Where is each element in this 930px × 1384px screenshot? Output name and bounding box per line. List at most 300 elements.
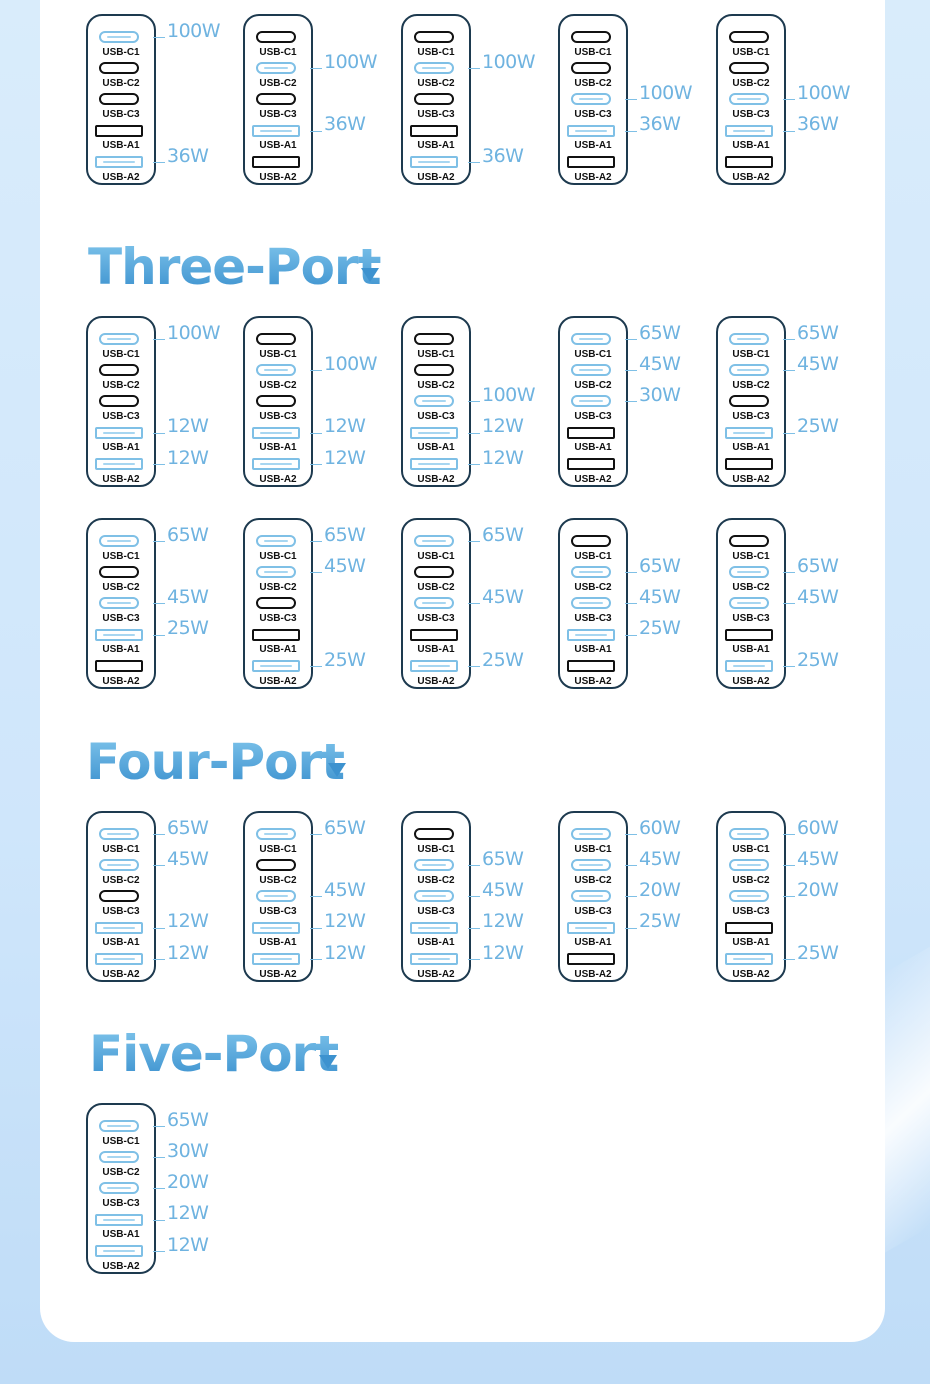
usb-a-port-icon [567, 156, 615, 168]
usb-c-port-icon [256, 859, 296, 871]
usb-c-port-icon [256, 62, 296, 74]
usb-c-port-icon [256, 890, 296, 902]
port-label: USB-C1 [102, 47, 140, 58]
leader-line [310, 834, 322, 835]
leader-line [310, 666, 322, 667]
wattage-label: 12W [482, 447, 524, 469]
port-label: USB-C3 [417, 906, 455, 917]
port-label: USB-C1 [259, 844, 297, 855]
port-label: USB-A1 [259, 442, 297, 453]
usb-c-port-icon [729, 31, 769, 43]
wattage-label: 45W [482, 879, 524, 901]
port-label: USB-C2 [574, 582, 612, 593]
usb-c-port-icon [571, 62, 611, 74]
port-label: USB-C3 [102, 109, 140, 120]
leader-line [468, 541, 480, 542]
port-label: USB-C3 [259, 906, 297, 917]
port-label: USB-C3 [574, 906, 612, 917]
usb-a-port-icon [725, 922, 773, 934]
wattage-label: 12W [167, 447, 209, 469]
wattage-label: 25W [639, 910, 681, 932]
wattage-label: 45W [324, 879, 366, 901]
usb-c-port-icon [729, 566, 769, 578]
usb-c-port-icon [99, 859, 139, 871]
leader-line [153, 37, 165, 38]
leader-line [783, 572, 795, 573]
leader-line [468, 401, 480, 402]
wattage-label: 45W [797, 353, 839, 375]
port-label: USB-A1 [417, 644, 455, 655]
usb-c-port-icon [729, 93, 769, 105]
wattage-label: 20W [797, 879, 839, 901]
port-label: USB-A2 [259, 969, 297, 980]
wattage-label: 65W [639, 555, 681, 577]
wattage-label: 25W [482, 649, 524, 671]
leader-line [783, 959, 795, 960]
port-label: USB-C1 [102, 844, 140, 855]
wattage-label: 45W [639, 848, 681, 870]
leader-line [783, 603, 795, 604]
wattage-label: 12W [324, 910, 366, 932]
port-label: USB-A1 [102, 1229, 140, 1240]
wattage-label: 25W [797, 942, 839, 964]
leader-line [310, 370, 322, 371]
usb-a-port-icon [95, 953, 143, 965]
usb-c-port-icon [99, 364, 139, 376]
port-label: USB-C1 [574, 551, 612, 562]
leader-line [153, 162, 165, 163]
wattage-label: 30W [639, 384, 681, 406]
usb-c-port-icon [414, 333, 454, 345]
wattage-label: 36W [482, 145, 524, 167]
leader-line [625, 834, 637, 835]
port-label: USB-C2 [259, 875, 297, 886]
usb-c-port-icon [256, 93, 296, 105]
chevron-down-icon [328, 763, 346, 777]
usb-c-port-icon [99, 566, 139, 578]
leader-line [783, 339, 795, 340]
wattage-label: 65W [482, 848, 524, 870]
usb-a-port-icon [567, 125, 615, 137]
port-label: USB-C2 [574, 380, 612, 391]
wattage-label: 12W [482, 910, 524, 932]
port-label: USB-A2 [732, 676, 770, 687]
usb-c-port-icon [414, 93, 454, 105]
port-label: USB-C3 [259, 411, 297, 422]
usb-c-port-icon [99, 597, 139, 609]
leader-line [783, 865, 795, 866]
port-label: USB-A2 [574, 676, 612, 687]
wattage-label: 25W [324, 649, 366, 671]
leader-line [310, 131, 322, 132]
port-label: USB-C1 [417, 844, 455, 855]
port-label: USB-A2 [732, 969, 770, 980]
port-label: USB-A1 [102, 140, 140, 151]
leader-line [153, 464, 165, 465]
usb-a-port-icon [95, 922, 143, 934]
leader-line [153, 603, 165, 604]
wattage-label: 100W [482, 51, 536, 73]
port-label: USB-A1 [417, 937, 455, 948]
usb-a-port-icon [252, 629, 300, 641]
leader-line [625, 928, 637, 929]
usb-c-port-icon [571, 31, 611, 43]
port-label: USB-C3 [102, 906, 140, 917]
port-label: USB-A2 [259, 172, 297, 183]
usb-c-port-icon [256, 828, 296, 840]
usb-c-port-icon [99, 1120, 139, 1132]
wattage-label: 12W [324, 942, 366, 964]
leader-line [153, 1220, 165, 1221]
usb-c-port-icon [99, 395, 139, 407]
usb-c-port-icon [571, 597, 611, 609]
port-label: USB-A2 [574, 172, 612, 183]
chevron-down-icon [319, 1055, 337, 1069]
wattage-label: 65W [482, 524, 524, 546]
leader-line [310, 959, 322, 960]
port-label: USB-C2 [259, 582, 297, 593]
port-label: USB-C2 [417, 582, 455, 593]
usb-a-port-icon [252, 156, 300, 168]
wattage-label: 25W [797, 649, 839, 671]
wattage-label: 45W [324, 555, 366, 577]
usb-a-port-icon [252, 922, 300, 934]
charger-diagram [716, 14, 916, 186]
port-label: USB-C2 [574, 78, 612, 89]
port-label: USB-A2 [732, 474, 770, 485]
port-label: USB-A2 [574, 474, 612, 485]
wattage-label: 65W [167, 524, 209, 546]
wattage-label: 65W [797, 555, 839, 577]
port-label: USB-C1 [102, 551, 140, 562]
port-label: USB-A1 [574, 644, 612, 655]
leader-line [468, 896, 480, 897]
port-label: USB-A1 [417, 442, 455, 453]
port-label: USB-A1 [259, 937, 297, 948]
wattage-label: 100W [482, 384, 536, 406]
leader-line [153, 1126, 165, 1127]
usb-c-port-icon [256, 333, 296, 345]
leader-line [468, 865, 480, 866]
port-label: USB-C1 [574, 844, 612, 855]
port-label: USB-C2 [732, 78, 770, 89]
usb-a-port-icon [95, 156, 143, 168]
port-label: USB-C3 [574, 109, 612, 120]
wattage-label: 65W [797, 322, 839, 344]
usb-a-port-icon [567, 629, 615, 641]
usb-c-port-icon [571, 566, 611, 578]
background-glow [870, 947, 930, 1262]
usb-a-port-icon [410, 953, 458, 965]
port-label: USB-C1 [259, 551, 297, 562]
usb-a-port-icon [95, 458, 143, 470]
wattage-label: 36W [167, 145, 209, 167]
leader-line [310, 572, 322, 573]
wattage-label: 12W [167, 1202, 209, 1224]
usb-c-port-icon [256, 566, 296, 578]
port-label: USB-C2 [732, 582, 770, 593]
wattage-label: 65W [167, 817, 209, 839]
wattage-label: 60W [797, 817, 839, 839]
usb-c-port-icon [729, 597, 769, 609]
usb-c-port-icon [729, 62, 769, 74]
wattage-label: 60W [639, 817, 681, 839]
leader-line [310, 433, 322, 434]
wattage-label: 36W [324, 113, 366, 135]
port-label: USB-A2 [102, 676, 140, 687]
usb-c-port-icon [99, 1151, 139, 1163]
usb-c-port-icon [571, 333, 611, 345]
port-label: USB-C3 [259, 613, 297, 624]
wattage-label: 12W [324, 415, 366, 437]
usb-a-port-icon [95, 1214, 143, 1226]
port-label: USB-C3 [574, 411, 612, 422]
port-label: USB-A2 [732, 172, 770, 183]
port-label: USB-C1 [259, 349, 297, 360]
port-label: USB-A1 [259, 644, 297, 655]
usb-a-port-icon [567, 660, 615, 672]
port-label: USB-C2 [102, 875, 140, 886]
port-label: USB-C3 [417, 109, 455, 120]
wattage-label: 36W [797, 113, 839, 135]
wattage-label: 20W [639, 879, 681, 901]
usb-c-port-icon [99, 890, 139, 902]
port-label: USB-C2 [102, 78, 140, 89]
port-label: USB-A2 [417, 676, 455, 687]
charger-diagram [716, 811, 916, 983]
port-label: USB-A2 [102, 172, 140, 183]
wattage-label: 12W [167, 415, 209, 437]
usb-c-port-icon [256, 364, 296, 376]
port-label: USB-A1 [732, 442, 770, 453]
usb-c-port-icon [414, 890, 454, 902]
leader-line [153, 635, 165, 636]
wattage-label: 20W [167, 1171, 209, 1193]
usb-a-port-icon [725, 458, 773, 470]
usb-c-port-icon [571, 395, 611, 407]
port-label: USB-C1 [417, 551, 455, 562]
usb-c-port-icon [729, 859, 769, 871]
port-label: USB-C2 [259, 380, 297, 391]
usb-c-port-icon [256, 395, 296, 407]
port-label: USB-A1 [259, 140, 297, 151]
wattage-label: 12W [167, 910, 209, 932]
leader-line [783, 896, 795, 897]
leader-line [468, 162, 480, 163]
section-title-four-port: Four-Port [86, 733, 345, 791]
port-label: USB-C1 [417, 349, 455, 360]
port-label: USB-C2 [574, 875, 612, 886]
usb-a-port-icon [410, 660, 458, 672]
wattage-label: 45W [482, 586, 524, 608]
wattage-label: 45W [639, 586, 681, 608]
leader-line [310, 896, 322, 897]
usb-c-port-icon [414, 395, 454, 407]
usb-a-port-icon [725, 156, 773, 168]
port-label: USB-A1 [417, 140, 455, 151]
usb-a-port-icon [567, 922, 615, 934]
charger-diagram [716, 316, 916, 488]
usb-c-port-icon [256, 31, 296, 43]
port-label: USB-A1 [102, 442, 140, 453]
port-label: USB-C1 [574, 349, 612, 360]
leader-line [625, 339, 637, 340]
wattage-label: 45W [167, 586, 209, 608]
port-label: USB-C1 [732, 551, 770, 562]
usb-a-port-icon [95, 660, 143, 672]
usb-a-port-icon [410, 125, 458, 137]
leader-line [783, 666, 795, 667]
usb-a-port-icon [567, 427, 615, 439]
usb-c-port-icon [99, 93, 139, 105]
wattage-label: 100W [797, 82, 851, 104]
charger-diagram [86, 1103, 286, 1275]
port-label: USB-A2 [259, 474, 297, 485]
wattage-label: 12W [482, 415, 524, 437]
port-label: USB-A1 [574, 140, 612, 151]
port-label: USB-C2 [102, 582, 140, 593]
usb-a-port-icon [410, 922, 458, 934]
port-label: USB-A2 [102, 474, 140, 485]
usb-c-port-icon [571, 93, 611, 105]
port-label: USB-C1 [259, 47, 297, 58]
wattage-label: 30W [167, 1140, 209, 1162]
port-label: USB-C1 [732, 349, 770, 360]
port-label: USB-C3 [574, 613, 612, 624]
usb-c-port-icon [729, 364, 769, 376]
leader-line [468, 68, 480, 69]
leader-line [468, 928, 480, 929]
usb-c-port-icon [414, 364, 454, 376]
section-title-three-port: Three-Port [88, 238, 381, 296]
wattage-label: 25W [639, 617, 681, 639]
leader-line [625, 370, 637, 371]
port-label: USB-A2 [259, 676, 297, 687]
usb-c-port-icon [99, 1182, 139, 1194]
port-label: USB-C2 [417, 380, 455, 391]
leader-line [468, 959, 480, 960]
wattage-label: 45W [639, 353, 681, 375]
usb-c-port-icon [571, 364, 611, 376]
port-label: USB-C3 [417, 411, 455, 422]
port-label: USB-A1 [732, 937, 770, 948]
usb-c-port-icon [571, 828, 611, 840]
leader-line [153, 834, 165, 835]
usb-a-port-icon [725, 953, 773, 965]
usb-c-port-icon [414, 31, 454, 43]
leader-line [625, 572, 637, 573]
chevron-down-icon [361, 268, 379, 282]
leader-line [783, 370, 795, 371]
leader-line [153, 1251, 165, 1252]
port-label: USB-A2 [102, 1261, 140, 1272]
leader-line [153, 928, 165, 929]
usb-c-port-icon [414, 828, 454, 840]
leader-line [153, 865, 165, 866]
usb-c-port-icon [571, 535, 611, 547]
wattage-label: 25W [797, 415, 839, 437]
port-label: USB-C3 [259, 109, 297, 120]
usb-a-port-icon [252, 125, 300, 137]
usb-a-port-icon [95, 427, 143, 439]
leader-line [468, 666, 480, 667]
leader-line [625, 896, 637, 897]
usb-c-port-icon [571, 890, 611, 902]
leader-line [783, 834, 795, 835]
leader-line [468, 433, 480, 434]
usb-c-port-icon [729, 535, 769, 547]
port-label: USB-C1 [102, 1136, 140, 1147]
port-label: USB-C1 [732, 844, 770, 855]
leader-line [153, 339, 165, 340]
usb-a-port-icon [725, 660, 773, 672]
leader-line [310, 928, 322, 929]
leader-line [153, 959, 165, 960]
usb-a-port-icon [725, 125, 773, 137]
usb-a-port-icon [252, 660, 300, 672]
usb-c-port-icon [256, 535, 296, 547]
wattage-label: 12W [167, 942, 209, 964]
usb-a-port-icon [95, 125, 143, 137]
usb-a-port-icon [410, 156, 458, 168]
usb-a-port-icon [567, 953, 615, 965]
wattage-label: 65W [324, 524, 366, 546]
leader-line [153, 433, 165, 434]
usb-c-port-icon [99, 828, 139, 840]
port-label: USB-A1 [574, 442, 612, 453]
port-label: USB-C2 [732, 380, 770, 391]
leader-line [468, 603, 480, 604]
port-label: USB-C1 [732, 47, 770, 58]
port-label: USB-C2 [102, 380, 140, 391]
leader-line [625, 131, 637, 132]
wattage-label: 12W [324, 447, 366, 469]
leader-line [783, 131, 795, 132]
wattage-label: 45W [167, 848, 209, 870]
usb-a-port-icon [567, 458, 615, 470]
port-label: USB-A1 [102, 644, 140, 655]
port-label: USB-C3 [417, 613, 455, 624]
usb-c-port-icon [414, 859, 454, 871]
leader-line [625, 635, 637, 636]
port-label: USB-A1 [102, 937, 140, 948]
usb-c-port-icon [414, 62, 454, 74]
wattage-label: 100W [639, 82, 693, 104]
port-label: USB-C2 [259, 78, 297, 89]
charger-diagram [716, 518, 916, 690]
wattage-label: 100W [324, 51, 378, 73]
usb-c-port-icon [729, 890, 769, 902]
wattage-label: 100W [167, 322, 221, 344]
port-label: USB-C3 [732, 613, 770, 624]
wattage-label: 12W [167, 1234, 209, 1256]
leader-line [625, 401, 637, 402]
wattage-label: 100W [324, 353, 378, 375]
port-label: USB-C3 [102, 1198, 140, 1209]
port-label: USB-C2 [732, 875, 770, 886]
leader-line [310, 68, 322, 69]
wattage-label: 65W [639, 322, 681, 344]
port-label: USB-C1 [574, 47, 612, 58]
usb-c-port-icon [729, 395, 769, 407]
wattage-label: 36W [639, 113, 681, 135]
port-label: USB-C3 [102, 411, 140, 422]
usb-c-port-icon [414, 566, 454, 578]
usb-a-port-icon [95, 629, 143, 641]
port-label: USB-C1 [102, 349, 140, 360]
leader-line [625, 603, 637, 604]
leader-line [153, 1157, 165, 1158]
